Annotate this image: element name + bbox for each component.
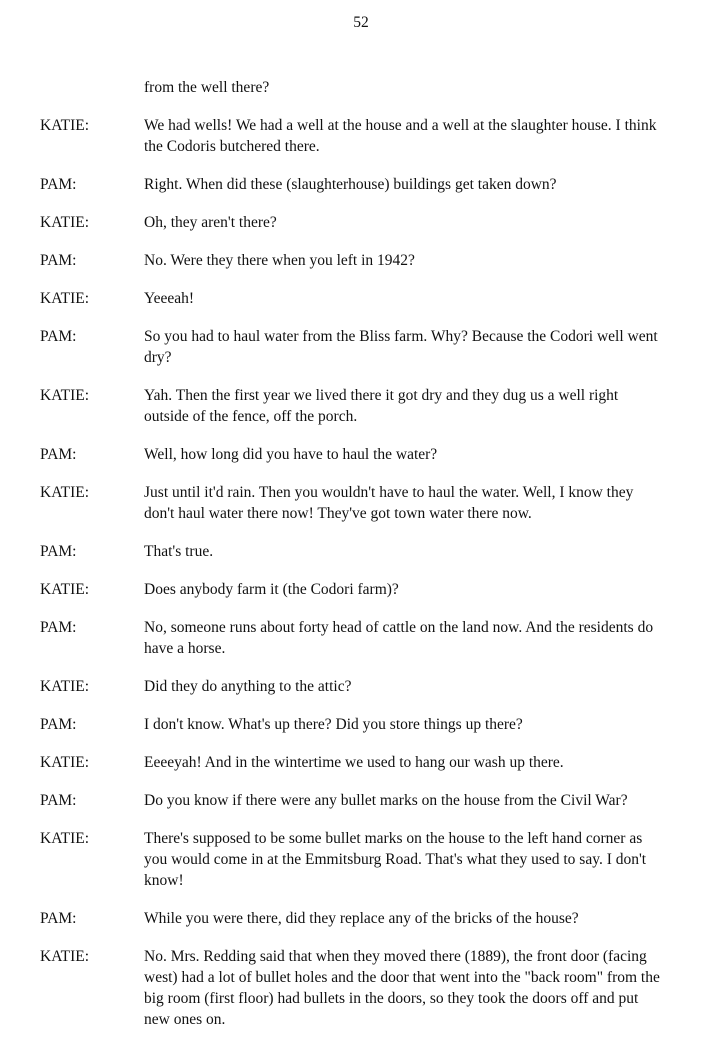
utterance-text: No, someone runs about forty head of cattle on the land now. And the residents do have a horse. (144, 619, 654, 657)
utterance-text: No. Mrs. Redding said that when they moved there (1889), the front door (facing west) had a lot of bullet holes and the door that went into the "back room" from the big room (first floor) had bullets in the doors, so they took the doors off and put new ones on. (144, 948, 660, 1028)
transcript-entry (0, 326, 722, 368)
interview-transcript (0, 77, 722, 1047)
utterance-text: Oh, they aren't there? (144, 214, 277, 231)
speaker-label: KATIE: (40, 581, 90, 598)
transcript-entry (0, 212, 722, 233)
transcript-entry (0, 946, 722, 1030)
transcript-entry (0, 115, 722, 157)
speaker-label: PAM: (40, 792, 77, 809)
speaker-label: KATIE: (40, 948, 90, 965)
transcript-entry (0, 250, 722, 271)
speaker-label: KATIE: (40, 290, 90, 307)
utterance-text: We had wells! We had a well at the house and a well at the slaughter house. I think the Codoris butchered there. (144, 117, 657, 155)
speaker-label: KATIE: (40, 387, 90, 404)
utterance-text: I don't know. What's up there? Did you store things up there? (144, 716, 523, 733)
speaker-label: PAM: (40, 619, 77, 636)
transcript-entry (0, 908, 722, 929)
speaker-label: KATIE: (40, 754, 90, 771)
speaker-label: KATIE: (40, 484, 90, 501)
transcript-entry (0, 579, 722, 600)
speaker-label: KATIE: (40, 830, 90, 847)
transcript-entry (0, 385, 722, 427)
transcript-entry (0, 676, 722, 697)
transcript-entry (0, 752, 722, 773)
speaker-label: PAM: (40, 910, 77, 927)
page-number: 52 (353, 14, 369, 31)
utterance-text: Well, how long did you have to haul the water? (144, 446, 438, 463)
transcript-entry (0, 288, 722, 309)
transcript-entry (0, 174, 722, 195)
speaker-label: KATIE: (40, 117, 90, 134)
utterance-text: So you had to haul water from the Bliss farm. Why? Because the Codori well went dry? (144, 328, 658, 366)
transcript-entry (0, 790, 722, 811)
utterance-text: Eeeeyah! And in the wintertime we used to hang our wash up there. (144, 754, 564, 771)
transcript-entry (0, 541, 722, 562)
speaker-label: PAM: (40, 252, 77, 269)
utterance-text: Did they do anything to the attic? (144, 678, 352, 695)
utterance-text: Do you know if there were any bullet marks on the house from the Civil War? (144, 792, 628, 809)
utterance-text: Yeeeah! (144, 290, 195, 307)
transcript-entry (0, 482, 722, 524)
utterance-text: No. Were they there when you left in 1942? (144, 252, 415, 269)
utterance-text: There's supposed to be some bullet marks on the house to the left hand corner as you would come in at the Emmitsburg Road. That's what they used to say. I don't know! (144, 830, 647, 889)
speaker-label: PAM: (40, 446, 77, 463)
transcript-entry (0, 828, 722, 891)
utterance-text: Just until it'd rain. Then you wouldn't have to haul the water. Well, I know they don't haul water there now! They've got town water there now. (144, 484, 634, 522)
utterance-text: Does anybody farm it (the Codori farm)? (144, 581, 399, 598)
speaker-label: PAM: (40, 716, 77, 733)
speaker-label: KATIE: (40, 214, 90, 231)
speaker-label: PAM: (40, 543, 77, 560)
utterance-text: Yah. Then the first year we lived there it got dry and they dug us a well right outside of the fence, off the porch. (144, 387, 619, 425)
speaker-label: PAM: (40, 176, 77, 193)
utterance-text: That's true. (144, 543, 214, 560)
transcript-entry (0, 714, 722, 735)
utterance-text: Right. When did these (slaughterhouse) buildings get taken down? (144, 176, 557, 193)
utterance-text: from the well there? (144, 79, 270, 96)
speaker-label: PAM: (40, 328, 77, 345)
transcript-entry (0, 617, 722, 659)
transcript-entry (0, 77, 722, 98)
utterance-text: While you were there, did they replace any of the bricks of the house? (144, 910, 579, 927)
transcript-entry (0, 444, 722, 465)
speaker-label: KATIE: (40, 678, 90, 695)
